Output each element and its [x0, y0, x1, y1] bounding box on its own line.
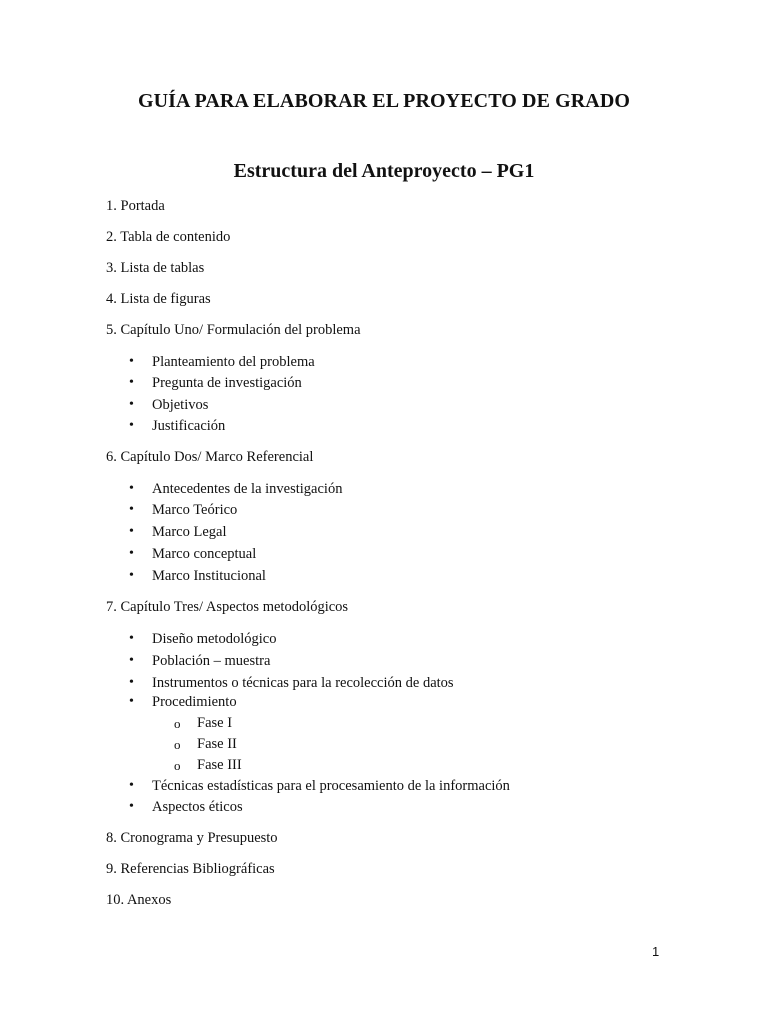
bullet-item: [129, 354, 315, 371]
bullet-icon: •: [129, 631, 134, 646]
bullet-text: Técnicas estadísticas para el procesamiento de la información: [152, 778, 510, 794]
bullet-text: Marco Institucional: [152, 568, 266, 584]
bullet-text: Aspectos éticos: [152, 799, 243, 815]
bullet-item: [129, 418, 226, 435]
bullet-item: [129, 375, 302, 392]
bullet-icon: •: [129, 675, 134, 690]
bullet-item: [129, 546, 257, 563]
bullet-text: Marco Teórico: [152, 502, 238, 518]
bullet-item: [129, 481, 343, 498]
bullet-icon: •: [129, 653, 134, 668]
bullet-icon: •: [129, 524, 134, 539]
bullet-icon: •: [129, 481, 134, 496]
bullet-item: [129, 799, 243, 816]
bullet-icon: •: [129, 546, 134, 561]
bullet-text: Objetivos: [152, 397, 209, 413]
bullet-item: [129, 524, 227, 541]
bullet-item: [129, 694, 237, 711]
bullet-icon: •: [129, 418, 134, 433]
list-item-anexos: 10. Anexos: [106, 892, 172, 908]
bullet-text: Población – muestra: [152, 653, 271, 669]
bullet-text: Instrumentos o técnicas para la recolección de datos: [152, 675, 454, 691]
bullet-text: Antecedentes de la investigación: [152, 481, 343, 497]
sub-bullet-item: [174, 736, 237, 753]
bullet-text: Marco conceptual: [152, 546, 257, 562]
bullet-item: [129, 568, 266, 585]
list-item-lista-figuras: 4. Lista de figuras: [106, 291, 211, 307]
sub-bullet-text: Fase II: [197, 736, 237, 752]
bullet-icon: •: [129, 375, 134, 390]
document-title: GUÍA PARA ELABORAR EL PROYECTO DE GRADO: [137, 90, 631, 112]
bullet-text: Marco Legal: [152, 524, 227, 540]
bullet-icon: •: [129, 694, 134, 709]
list-item-capitulo-dos: 6. Capítulo Dos/ Marco Referencial: [106, 449, 314, 465]
bullet-text: Planteamiento del problema: [152, 354, 315, 370]
bullet-text: Pregunta de investigación: [152, 375, 302, 391]
circle-bullet-icon: o: [174, 716, 181, 731]
list-item-capitulo-uno: 5. Capítulo Uno/ Formulación del problema: [106, 322, 361, 338]
list-item-portada: 1. Portada: [106, 198, 165, 214]
bullet-text: Justificación: [152, 418, 226, 434]
list-item-tabla-contenido: 2. Tabla de contenido: [106, 229, 231, 245]
bullet-item: [129, 631, 277, 648]
circle-bullet-icon: o: [174, 758, 181, 773]
page-number: 1: [652, 944, 660, 959]
bullet-text: Diseño metodológico: [152, 631, 277, 647]
document-subtitle: Estructura del Anteproyecto – PG1: [233, 160, 535, 182]
sub-bullet-item: [174, 715, 233, 732]
bullet-icon: •: [129, 799, 134, 814]
bullet-item: [129, 502, 238, 519]
bullet-icon: •: [129, 568, 134, 583]
bullet-text: Procedimiento: [152, 694, 237, 710]
sub-bullet-item: [174, 757, 242, 774]
list-item-referencias: 9. Referencias Bibliográficas: [106, 861, 275, 877]
bullet-icon: •: [129, 397, 134, 412]
bullet-icon: •: [129, 502, 134, 517]
bullet-item: [129, 778, 510, 795]
bullet-icon: •: [129, 354, 134, 369]
bullet-icon: •: [129, 778, 134, 793]
list-item-capitulo-tres: 7. Capítulo Tres/ Aspectos metodológicos: [106, 599, 349, 615]
bullet-item: [129, 675, 454, 692]
sub-bullet-text: Fase III: [197, 757, 242, 773]
sub-bullet-text: Fase I: [197, 715, 233, 731]
bullet-item: [129, 397, 209, 414]
list-item-lista-tablas: 3. Lista de tablas: [106, 260, 205, 276]
bullet-item: [129, 653, 271, 670]
list-item-cronograma: 8. Cronograma y Presupuesto: [106, 830, 278, 846]
circle-bullet-icon: o: [174, 737, 181, 752]
